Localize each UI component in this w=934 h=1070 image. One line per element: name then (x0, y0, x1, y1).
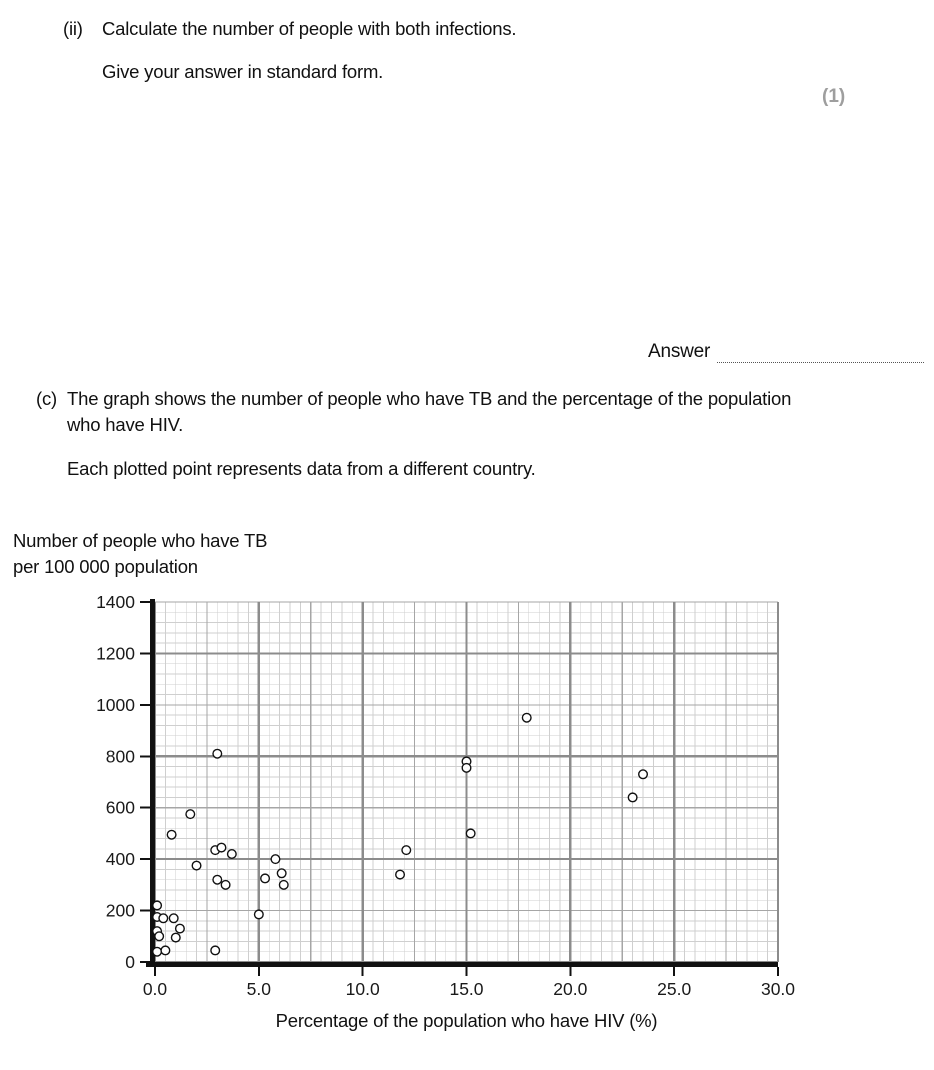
data-point (213, 875, 222, 884)
data-point (161, 946, 170, 955)
tick-label: 10.0 (345, 979, 380, 999)
part-ii-label: (ii) (63, 18, 83, 39)
data-point (169, 914, 178, 923)
tick-label: 1000 (96, 694, 135, 715)
tick-label: 1400 (96, 592, 135, 612)
data-point (155, 932, 164, 941)
data-point (159, 914, 168, 923)
data-point (213, 749, 222, 758)
data-point (255, 910, 264, 919)
answer-dotted-line (717, 343, 924, 363)
part-c-text: The graph shows the number of people who have TB and the percentage of the population who have HIV. (67, 388, 792, 435)
y-axis-title-line1: Number of people who have TB (13, 530, 268, 551)
tick-label: 400 (105, 849, 135, 870)
data-point (211, 946, 220, 955)
data-point (277, 869, 286, 878)
y-axis-line (150, 599, 155, 967)
answer-label: Answer (648, 341, 711, 362)
part-ii-instruction: Give your answer in standard form. (102, 61, 384, 82)
data-point (402, 846, 411, 855)
x-axis-title: Percentage of the population who have HIV (%) (275, 1010, 658, 1031)
data-point (221, 881, 230, 890)
tick-label: 1200 (96, 643, 135, 664)
axis-ticks (140, 602, 778, 976)
part-ii-question-text: Calculate the number of people with both infections. (102, 18, 517, 39)
tick-label: 15.0 (449, 979, 484, 999)
tick-label: 600 (105, 797, 135, 818)
part-c-label: (c) (36, 388, 57, 409)
data-point (192, 861, 201, 870)
part-c-text2: Each plotted point represents data from a different country. (67, 458, 536, 479)
tb-hiv-scatter-chart (85, 592, 800, 1004)
tick-label: 5.0 (246, 979, 271, 999)
data-point (522, 713, 531, 722)
tick-label: 25.0 (657, 979, 692, 999)
data-point (279, 881, 288, 890)
tick-label: 0.0 (142, 979, 168, 999)
data-point (466, 829, 475, 838)
data-point (153, 901, 162, 910)
y-axis-title (13, 528, 267, 580)
data-point (396, 870, 405, 879)
data-points (153, 713, 648, 956)
data-point (462, 764, 471, 773)
data-point (186, 810, 195, 819)
marks-badge: (1) (822, 86, 846, 107)
tick-label: 20.0 (553, 979, 588, 999)
tick-label: 800 (105, 746, 135, 767)
data-point (639, 770, 648, 779)
data-point (228, 850, 237, 859)
data-point (271, 855, 280, 864)
answer-row (648, 341, 924, 363)
data-point (628, 793, 637, 802)
data-point (167, 830, 176, 839)
tick-label: 200 (105, 900, 135, 921)
tick-label: 30.0 (760, 979, 796, 999)
data-point (261, 874, 270, 883)
x-axis-line (146, 962, 778, 967)
data-point (153, 947, 162, 956)
data-point (217, 843, 226, 852)
tick-label: 0 (125, 952, 135, 972)
y-axis-title-line2: per 100 000 population (13, 556, 198, 577)
data-point (176, 924, 185, 933)
data-point (171, 933, 180, 942)
